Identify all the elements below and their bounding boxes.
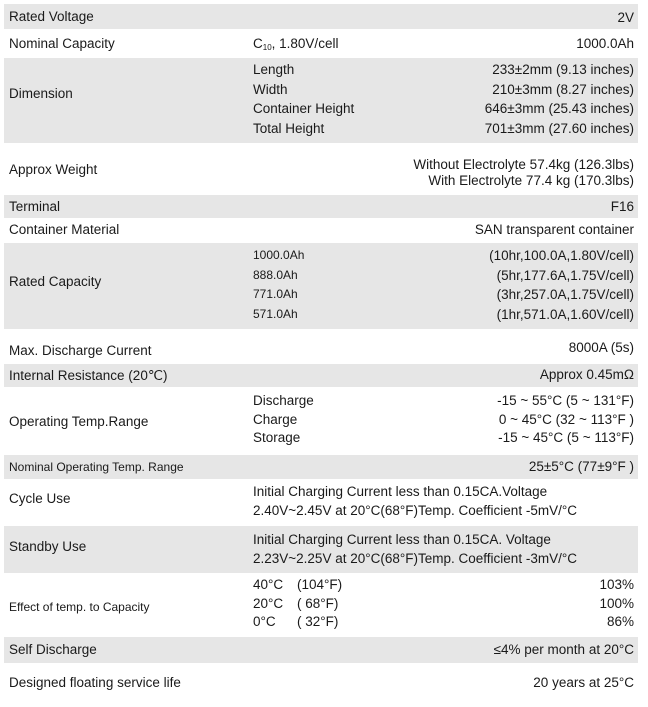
operating-temp-item: Discharge -15 ~ 55°C (5 ~ 131°F) bbox=[253, 393, 634, 408]
rated-capacity-item: 888.0Ah (5hr,177.6A,1.75V/cell) bbox=[253, 267, 634, 283]
operating-temp-item: Charge 0 ~ 45°C (32 ~ 113°F ) bbox=[253, 411, 634, 427]
row-rated-voltage bbox=[4, 4, 638, 29]
row-floating-life bbox=[4, 672, 638, 696]
rated-capacity-label: Rated Capacity bbox=[9, 274, 102, 289]
row-nominal-capacity bbox=[4, 31, 638, 56]
max-discharge-value: 8000A (5s) bbox=[568, 340, 634, 355]
terminal-value: F16 bbox=[610, 199, 634, 214]
floating-life-label: Designed floating service life bbox=[9, 675, 181, 690]
dimension-item: Length 233±2mm (9.13 inches) bbox=[253, 62, 634, 77]
row-container-material bbox=[4, 219, 638, 241]
row-standby-use bbox=[4, 526, 638, 573]
nominal-operating-temp-label: Nominal Operating Temp. Range bbox=[9, 460, 184, 474]
cycle-use-line1: Initial Charging Current less than 0.15CA.Voltage bbox=[253, 484, 548, 499]
row-terminal bbox=[4, 195, 638, 218]
container-material-value: SAN transparent container bbox=[474, 222, 634, 237]
standby-use-label: Standby Use bbox=[9, 539, 87, 554]
max-discharge-label: Max. Discharge Current bbox=[9, 343, 152, 358]
operating-temp-item: Storage -15 ~ 45°C (5 ~ 113°F) bbox=[253, 430, 634, 445]
effect-temp-label: Effect of temp. to Capacity bbox=[9, 600, 150, 614]
self-discharge-value: ≤4% per month at 20°C bbox=[493, 642, 634, 657]
weight-with-electrolyte: With Electrolyte 77.4 kg (170.3lbs) bbox=[428, 173, 634, 188]
row-approx-weight bbox=[4, 151, 638, 191]
rated-capacity-list bbox=[253, 248, 634, 326]
rated-capacity-item: 571.0Ah (1hr,571.0A,1.60V/cell) bbox=[253, 306, 634, 322]
dimension-item: Width 210±3mm (8.27 inches) bbox=[253, 81, 634, 97]
standby-use-line1: Initial Charging Current less than 0.15CA. Voltage bbox=[253, 532, 551, 547]
nominal-operating-temp-value: 25±5°C (77±9°F ) bbox=[528, 459, 634, 474]
operating-temp-list bbox=[253, 393, 634, 449]
dimension-list bbox=[253, 62, 634, 140]
operating-temp-label: Operating Temp.Range bbox=[9, 414, 149, 429]
rated-capacity-item: 1000.0Ah (10hr,100.0A,1.80V/cell) bbox=[253, 248, 634, 263]
container-material-label: Container Material bbox=[9, 222, 120, 237]
cycle-use-line2: 2.40V~2.45V at 20°C(68°F)Temp. Coefficient -5mV/°C bbox=[253, 503, 577, 518]
row-operating-temp bbox=[4, 391, 638, 453]
approx-weight-label: Approx Weight bbox=[9, 162, 98, 177]
row-internal-resistance bbox=[4, 364, 638, 387]
cycle-use-label: Cycle Use bbox=[9, 491, 71, 506]
floating-life-value: 20 years at 25°C bbox=[533, 675, 634, 690]
self-discharge-label: Self Discharge bbox=[9, 642, 97, 657]
rated-voltage-label: Rated Voltage bbox=[9, 9, 94, 24]
effect-temp-list bbox=[253, 577, 634, 633]
nominal-capacity-label: Nominal Capacity bbox=[9, 36, 115, 51]
standby-use-line2: 2.23V~2.25V at 20°C(68°F)Temp. Coefficient -3mV/°C bbox=[253, 551, 577, 566]
dimension-item: Total Height 701±3mm (27.60 inches) bbox=[253, 120, 634, 136]
effect-temp-item: 0°C ( 32°F) 86% bbox=[253, 614, 634, 629]
internal-resistance-label: Internal Resistance (20℃) bbox=[9, 368, 168, 383]
effect-temp-item: 40°C (104°F) 103% bbox=[253, 577, 634, 592]
row-nominal-operating-temp bbox=[4, 455, 638, 479]
effect-temp-item: 20°C ( 68°F) 100% bbox=[253, 595, 634, 611]
nominal-capacity-value: 1000.0Ah bbox=[576, 36, 634, 51]
row-cycle-use bbox=[4, 481, 638, 523]
dimension-label: Dimension bbox=[9, 86, 73, 101]
row-dimension bbox=[4, 58, 638, 143]
nominal-capacity-condition: $C_{10}$, 1.80V/cell bbox=[253, 36, 339, 52]
row-max-discharge bbox=[4, 336, 638, 362]
weight-without-electrolyte: Without Electrolyte 57.4kg (126.3lbs) bbox=[413, 157, 634, 172]
dimension-item: Container Height 646±3mm (25.43 inches) bbox=[253, 101, 634, 116]
rated-voltage-value: 2V bbox=[617, 10, 634, 25]
terminal-label: Terminal bbox=[9, 199, 61, 214]
row-effect-temp bbox=[4, 576, 638, 634]
rated-capacity-item: 771.0Ah (3hr,257.0A,1.75V/cell) bbox=[253, 287, 634, 302]
row-rated-capacity bbox=[4, 243, 638, 329]
internal-resistance-value: Approx 0.45mΩ bbox=[539, 367, 634, 382]
row-self-discharge bbox=[4, 637, 638, 663]
